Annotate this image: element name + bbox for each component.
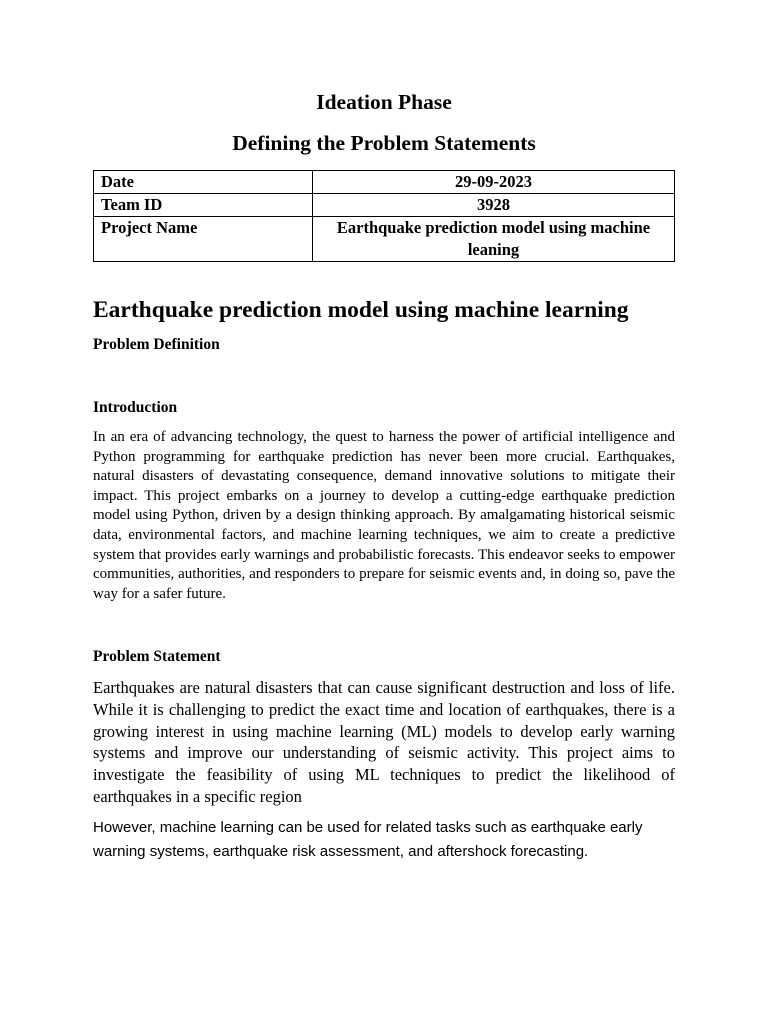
project-info-table bbox=[93, 170, 675, 262]
introduction-paragraph: In an era of advancing technology, the quest to harness the power of artificial intelligence and Python programming for earthquake prediction has never been more crucial. Earthquakes, natural disasters of devastating consequence, demand innovative solutions to mitigate their impact. This project embarks on a journey to develop a cutting-edge earthquake prediction model using Python, driven by a design thinking approach. By amalgamating historical seismic data, environmental factors, and machine learning techniques, we aim to create a predictive system that provides early warnings and probabilistic forecasts. This endeavor seeks to empower communities, authorities, and responders to prepare for seismic events and, in doing so, pave the way for a safer future. bbox=[93, 429, 675, 602]
date-value: 29-09-2023 bbox=[313, 171, 675, 194]
document-page bbox=[93, 88, 675, 864]
page-title: Ideation Phase bbox=[316, 90, 452, 114]
problem-statement-heading: Problem Statement bbox=[93, 648, 221, 666]
page-subtitle: Defining the Problem Statements bbox=[232, 131, 536, 155]
problem-statement-paragraph: Earthquakes are natural disasters that can cause significant destruction and loss of life. While it is challenging to predict the exact time and location of earthquakes, there is a growing interest in using machine learning (ML) models to develop early warning systems and improve our understanding of seismic activity. This project aims to investigate the feasibility of using ML techniques to predict the likelihood of earthquakes in a specific region bbox=[93, 678, 675, 806]
project-name-value: Earthquake prediction model using machine leaning bbox=[313, 217, 675, 262]
table-row bbox=[94, 217, 675, 262]
introduction-heading: Introduction bbox=[93, 399, 178, 416]
project-name-label: Project Name bbox=[94, 217, 313, 262]
main-heading: Earthquake prediction model using machine learning bbox=[93, 297, 629, 323]
problem-definition-heading: Problem Definition bbox=[93, 336, 220, 353]
team-id-label: Team ID bbox=[94, 194, 313, 217]
problem-statement-followup: However, machine learning can be used for related tasks such as earthquake early warning systems, earthquake risk assessment, and aftershock forecasting. bbox=[93, 818, 643, 860]
date-label: Date bbox=[94, 171, 313, 194]
table-row bbox=[94, 171, 675, 194]
table-row bbox=[94, 194, 675, 217]
team-id-value: 3928 bbox=[313, 194, 675, 217]
